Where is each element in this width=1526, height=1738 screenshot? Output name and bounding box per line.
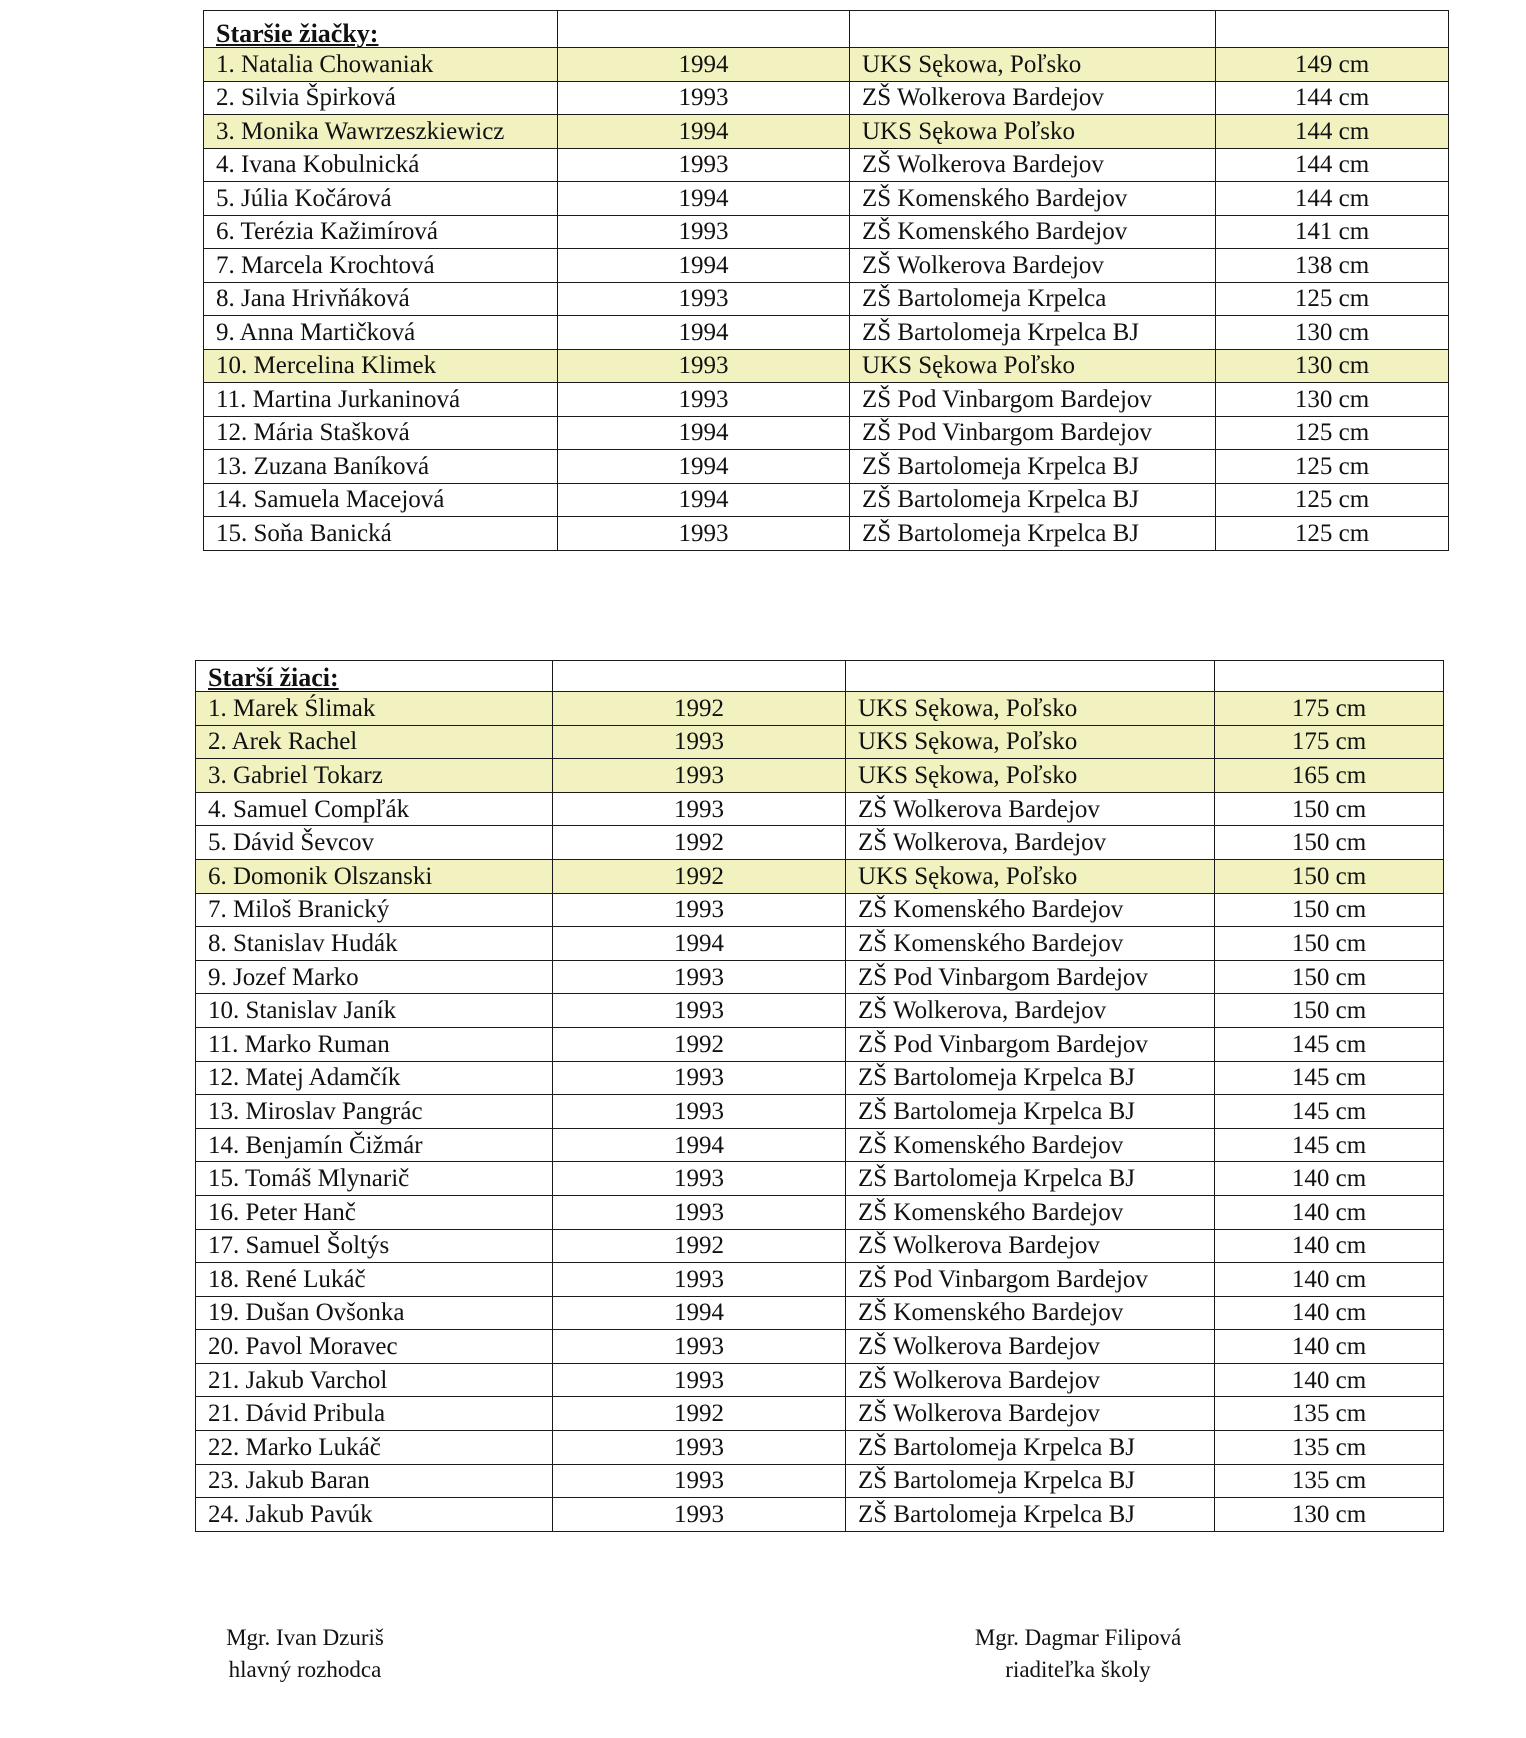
birth-year-cell: 1993 — [553, 1498, 846, 1532]
height-result-cell: 130 cm — [1216, 383, 1449, 417]
athlete-name-cell: 10. Stanislav Janík — [196, 994, 553, 1028]
birth-year-cell: 1993 — [558, 282, 850, 316]
birth-year-cell: 1993 — [553, 1263, 846, 1297]
height-result-cell: 150 cm — [1215, 960, 1444, 994]
table-row — [204, 115, 1449, 149]
height-result-cell: 175 cm — [1215, 725, 1444, 759]
athlete-name-cell: 20. Pavol Moravec — [196, 1330, 553, 1364]
table-row — [196, 759, 1444, 793]
table-row — [204, 282, 1449, 316]
athlete-name-cell: 10. Mercelina Klimek — [204, 349, 558, 383]
birth-year-cell: 1993 — [553, 725, 846, 759]
height-result-cell: 149 cm — [1216, 48, 1449, 82]
birth-year-cell: 1994 — [558, 416, 850, 450]
birth-year-cell: 1992 — [553, 1229, 846, 1263]
school-cell: ZŠ Wolkerova Bardejov — [846, 1363, 1215, 1397]
school-cell: ZŠ Pod Vinbargom Bardejov — [846, 960, 1215, 994]
athlete-name-cell: 11. Marko Ruman — [196, 1027, 553, 1061]
table-row — [196, 1263, 1444, 1297]
table-row — [204, 182, 1449, 216]
heading-blank-cell — [558, 11, 850, 48]
athlete-name-cell: 11. Martina Jurkaninová — [204, 383, 558, 417]
height-result-cell: 144 cm — [1216, 81, 1449, 115]
height-result-cell: 125 cm — [1216, 416, 1449, 450]
school-cell: ZŠ Bartolomeja Krpelca BJ — [850, 517, 1216, 551]
school-cell: ZŠ Wolkerova Bardejov — [850, 148, 1216, 182]
athlete-name-cell: 13. Zuzana Baníková — [204, 450, 558, 484]
boys-category-heading: Starší žiaci: — [196, 661, 553, 692]
table-row — [204, 349, 1449, 383]
height-result-cell: 140 cm — [1215, 1296, 1444, 1330]
table-row — [196, 1195, 1444, 1229]
table-row — [204, 249, 1449, 283]
table-row — [196, 692, 1444, 726]
school-cell: ZŠ Bartolomeja Krpelca BJ — [846, 1061, 1215, 1095]
athlete-name-cell: 1. Marek Ślimak — [196, 692, 553, 726]
birth-year-cell: 1993 — [558, 383, 850, 417]
height-result-cell: 138 cm — [1216, 249, 1449, 283]
girls-heading-row — [204, 11, 1449, 48]
athlete-name-cell: 21. Jakub Varchol — [196, 1363, 553, 1397]
athlete-name-cell: 7. Marcela Krochtová — [204, 249, 558, 283]
heading-blank-cell — [1216, 11, 1449, 48]
height-result-cell: 144 cm — [1216, 148, 1449, 182]
birth-year-cell: 1993 — [558, 349, 850, 383]
birth-year-cell: 1993 — [553, 893, 846, 927]
height-result-cell: 135 cm — [1215, 1397, 1444, 1431]
birth-year-cell: 1994 — [558, 316, 850, 350]
athlete-name-cell: 6. Domonik Olszanski — [196, 859, 553, 893]
height-result-cell: 125 cm — [1216, 517, 1449, 551]
school-cell: ZŠ Pod Vinbargom Bardejov — [846, 1263, 1215, 1297]
birth-year-cell: 1992 — [553, 1397, 846, 1431]
girls-category-heading: Staršie žiačky: — [204, 11, 558, 48]
heading-blank-cell — [846, 661, 1215, 692]
height-result-cell: 150 cm — [1215, 927, 1444, 961]
athlete-name-cell: 19. Dušan Ovšonka — [196, 1296, 553, 1330]
birth-year-cell: 1992 — [553, 826, 846, 860]
table-row — [204, 383, 1449, 417]
girls-results-table — [203, 10, 1449, 551]
height-result-cell: 150 cm — [1215, 859, 1444, 893]
height-result-cell: 125 cm — [1216, 450, 1449, 484]
athlete-name-cell: 15. Tomáš Mlynarič — [196, 1162, 553, 1196]
table-row — [204, 483, 1449, 517]
director-role: riaditeľka školy — [1005, 1657, 1151, 1682]
birth-year-cell: 1993 — [553, 1061, 846, 1095]
height-result-cell: 145 cm — [1215, 1128, 1444, 1162]
school-cell: ZŠ Wolkerova Bardejov — [846, 792, 1215, 826]
birth-year-cell: 1994 — [558, 115, 850, 149]
athlete-name-cell: 7. Miloš Branický — [196, 893, 553, 927]
boys-heading-row — [196, 661, 1444, 692]
table-row — [196, 1498, 1444, 1532]
height-result-cell: 144 cm — [1216, 115, 1449, 149]
athlete-name-cell: 18. René Lukáč — [196, 1263, 553, 1297]
table-row — [196, 1229, 1444, 1263]
height-result-cell: 165 cm — [1215, 759, 1444, 793]
athlete-name-cell: 5. Júlia Kočárová — [204, 182, 558, 216]
school-cell: ZŠ Bartolomeja Krpelca BJ — [850, 450, 1216, 484]
table-row — [196, 1027, 1444, 1061]
birth-year-cell: 1994 — [553, 927, 846, 961]
height-result-cell: 140 cm — [1215, 1363, 1444, 1397]
birth-year-cell: 1993 — [553, 1431, 846, 1465]
girls-table-body — [204, 11, 1449, 551]
table-row — [204, 517, 1449, 551]
height-result-cell: 150 cm — [1215, 994, 1444, 1028]
athlete-name-cell: 1. Natalia Chowaniak — [204, 48, 558, 82]
birth-year-cell: 1994 — [558, 48, 850, 82]
school-cell: ZŠ Pod Vinbargom Bardejov — [846, 1027, 1215, 1061]
athlete-name-cell: 12. Mária Stašková — [204, 416, 558, 450]
athlete-name-cell: 9. Jozef Marko — [196, 960, 553, 994]
school-cell: ZŠ Komenského Bardejov — [846, 1195, 1215, 1229]
height-result-cell: 140 cm — [1215, 1263, 1444, 1297]
table-row — [196, 1330, 1444, 1364]
height-result-cell: 144 cm — [1216, 182, 1449, 216]
table-row — [196, 1397, 1444, 1431]
director-signature-block — [948, 1622, 1208, 1686]
height-result-cell: 145 cm — [1215, 1027, 1444, 1061]
school-cell: ZŠ Komenského Bardejov — [850, 182, 1216, 216]
table-row — [196, 927, 1444, 961]
table-row — [204, 81, 1449, 115]
school-cell: ZŠ Bartolomeja Krpelca BJ — [846, 1431, 1215, 1465]
athlete-name-cell: 21. Dávid Pribula — [196, 1397, 553, 1431]
school-cell: ZŠ Wolkerova Bardejov — [846, 1397, 1215, 1431]
school-cell: ZŠ Wolkerova Bardejov — [846, 1330, 1215, 1364]
boys-table-body — [196, 661, 1444, 1532]
birth-year-cell: 1994 — [553, 1128, 846, 1162]
school-cell: ZŠ Bartolomeja Krpelca BJ — [846, 1162, 1215, 1196]
school-cell: ZŠ Wolkerova, Bardejov — [846, 994, 1215, 1028]
birth-year-cell: 1993 — [553, 994, 846, 1028]
school-cell: ZŠ Bartolomeja Krpelca BJ — [846, 1464, 1215, 1498]
school-cell: UKS Sękowa, Poľsko — [846, 692, 1215, 726]
birth-year-cell: 1993 — [553, 1363, 846, 1397]
school-cell: ZŠ Wolkerova, Bardejov — [846, 826, 1215, 860]
athlete-name-cell: 8. Jana Hrivňáková — [204, 282, 558, 316]
birth-year-cell: 1993 — [553, 1195, 846, 1229]
height-result-cell: 150 cm — [1215, 826, 1444, 860]
school-cell: ZŠ Wolkerova Bardejov — [846, 1229, 1215, 1263]
school-cell: UKS Sękowa Poľsko — [850, 115, 1216, 149]
table-row — [196, 1363, 1444, 1397]
boys-results-table — [195, 660, 1444, 1532]
athlete-name-cell: 6. Terézia Kažimírová — [204, 215, 558, 249]
height-result-cell: 125 cm — [1216, 483, 1449, 517]
school-cell: ZŠ Komenského Bardejov — [850, 215, 1216, 249]
table-row — [196, 826, 1444, 860]
table-row — [196, 792, 1444, 826]
athlete-name-cell: 12. Matej Adamčík — [196, 1061, 553, 1095]
school-cell: ZŠ Wolkerova Bardejov — [850, 249, 1216, 283]
school-cell: ZŠ Wolkerova Bardejov — [850, 81, 1216, 115]
school-cell: ZŠ Bartolomeja Krpelca BJ — [850, 483, 1216, 517]
athlete-name-cell: 8. Stanislav Hudák — [196, 927, 553, 961]
athlete-name-cell: 2. Arek Rachel — [196, 725, 553, 759]
table-row — [196, 1431, 1444, 1465]
athlete-name-cell: 22. Marko Lukáč — [196, 1431, 553, 1465]
height-result-cell: 140 cm — [1215, 1330, 1444, 1364]
table-row — [204, 48, 1449, 82]
birth-year-cell: 1994 — [558, 450, 850, 484]
height-result-cell: 175 cm — [1215, 692, 1444, 726]
athlete-name-cell: 13. Miroslav Pangrác — [196, 1095, 553, 1129]
birth-year-cell: 1993 — [553, 792, 846, 826]
height-result-cell: 130 cm — [1216, 349, 1449, 383]
school-cell: ZŠ Komenského Bardejov — [846, 927, 1215, 961]
birth-year-cell: 1992 — [553, 1027, 846, 1061]
school-cell: ZŠ Komenského Bardejov — [846, 893, 1215, 927]
table-row — [204, 316, 1449, 350]
athlete-name-cell: 9. Anna Martičková — [204, 316, 558, 350]
school-cell: UKS Sękowa, Poľsko — [846, 725, 1215, 759]
birth-year-cell: 1992 — [553, 859, 846, 893]
birth-year-cell: 1993 — [558, 215, 850, 249]
table-row — [196, 994, 1444, 1028]
table-row — [196, 1128, 1444, 1162]
birth-year-cell: 1993 — [558, 148, 850, 182]
table-row — [196, 893, 1444, 927]
school-cell: ZŠ Bartolomeja Krpelca BJ — [850, 316, 1216, 350]
birth-year-cell: 1993 — [553, 1464, 846, 1498]
table-row — [204, 148, 1449, 182]
height-result-cell: 130 cm — [1216, 316, 1449, 350]
table-row — [196, 1095, 1444, 1129]
birth-year-cell: 1993 — [553, 960, 846, 994]
athlete-name-cell: 2. Silvia Špirková — [204, 81, 558, 115]
athlete-name-cell: 24. Jakub Pavúk — [196, 1498, 553, 1532]
table-row — [204, 416, 1449, 450]
table-row — [204, 450, 1449, 484]
referee-name: Mgr. Ivan Dzuriš — [226, 1625, 384, 1650]
school-cell: ZŠ Bartolomeja Krpelca BJ — [846, 1095, 1215, 1129]
school-cell: UKS Sękowa, Poľsko — [850, 48, 1216, 82]
height-result-cell: 125 cm — [1216, 282, 1449, 316]
table-row — [204, 215, 1449, 249]
birth-year-cell: 1993 — [553, 1330, 846, 1364]
table-row — [196, 859, 1444, 893]
school-cell: ZŠ Bartolomeja Krpelca BJ — [846, 1498, 1215, 1532]
athlete-name-cell: 4. Ivana Kobulnická — [204, 148, 558, 182]
athlete-name-cell: 23. Jakub Baran — [196, 1464, 553, 1498]
school-cell: UKS Sękowa, Poľsko — [846, 759, 1215, 793]
athlete-name-cell: 4. Samuel Compľák — [196, 792, 553, 826]
referee-role: hlavný rozhodca — [228, 1657, 382, 1682]
athlete-name-cell: 5. Dávid Ševcov — [196, 826, 553, 860]
table-row — [196, 1464, 1444, 1498]
referee-signature-block — [190, 1622, 420, 1686]
birth-year-cell: 1992 — [553, 692, 846, 726]
school-cell: UKS Sękowa, Poľsko — [846, 859, 1215, 893]
birth-year-cell: 1993 — [553, 759, 846, 793]
height-result-cell: 140 cm — [1215, 1162, 1444, 1196]
table-row — [196, 1296, 1444, 1330]
school-cell: ZŠ Pod Vinbargom Bardejov — [850, 383, 1216, 417]
heading-blank-cell — [850, 11, 1216, 48]
table-row — [196, 960, 1444, 994]
table-row — [196, 1162, 1444, 1196]
school-cell: ZŠ Bartolomeja Krpelca — [850, 282, 1216, 316]
athlete-name-cell: 3. Monika Wawrzeszkiewicz — [204, 115, 558, 149]
heading-blank-cell — [553, 661, 846, 692]
athlete-name-cell: 14. Samuela Macejová — [204, 483, 558, 517]
birth-year-cell: 1993 — [553, 1095, 846, 1129]
school-cell: UKS Sękowa Poľsko — [850, 349, 1216, 383]
heading-blank-cell — [1215, 661, 1444, 692]
athlete-name-cell: 17. Samuel Šoltýs — [196, 1229, 553, 1263]
birth-year-cell: 1993 — [558, 517, 850, 551]
height-result-cell: 141 cm — [1216, 215, 1449, 249]
birth-year-cell: 1994 — [558, 249, 850, 283]
athlete-name-cell: 14. Benjamín Čižmár — [196, 1128, 553, 1162]
height-result-cell: 140 cm — [1215, 1229, 1444, 1263]
birth-year-cell: 1994 — [558, 483, 850, 517]
table-row — [196, 725, 1444, 759]
athlete-name-cell: 3. Gabriel Tokarz — [196, 759, 553, 793]
height-result-cell: 150 cm — [1215, 792, 1444, 826]
birth-year-cell: 1994 — [558, 182, 850, 216]
school-cell: ZŠ Pod Vinbargom Bardejov — [850, 416, 1216, 450]
director-name: Mgr. Dagmar Filipová — [974, 1625, 1182, 1650]
school-cell: ZŠ Komenského Bardejov — [846, 1128, 1215, 1162]
athlete-name-cell: 16. Peter Hanč — [196, 1195, 553, 1229]
height-result-cell: 145 cm — [1215, 1061, 1444, 1095]
height-result-cell: 130 cm — [1215, 1498, 1444, 1532]
height-result-cell: 150 cm — [1215, 893, 1444, 927]
athlete-name-cell: 15. Soňa Banická — [204, 517, 558, 551]
height-result-cell: 145 cm — [1215, 1095, 1444, 1129]
birth-year-cell: 1994 — [553, 1296, 846, 1330]
height-result-cell: 135 cm — [1215, 1464, 1444, 1498]
height-result-cell: 135 cm — [1215, 1431, 1444, 1465]
birth-year-cell: 1993 — [553, 1162, 846, 1196]
birth-year-cell: 1993 — [558, 81, 850, 115]
height-result-cell: 140 cm — [1215, 1195, 1444, 1229]
school-cell: ZŠ Komenského Bardejov — [846, 1296, 1215, 1330]
table-row — [196, 1061, 1444, 1095]
